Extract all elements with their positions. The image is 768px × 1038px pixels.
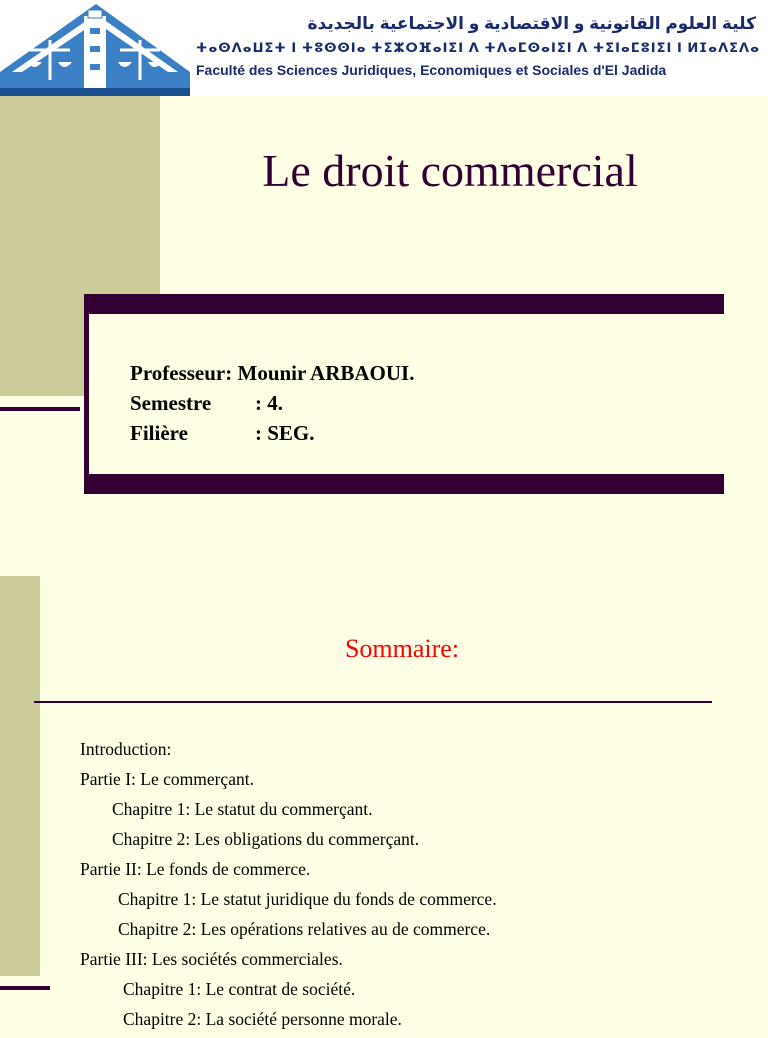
toc-item: Partie III: Les sociétés commerciales.	[80, 949, 343, 969]
toc-item: Partie I: Le commerçant.	[80, 769, 254, 789]
faculty-banner	[0, 0, 768, 96]
toc-item: Partie II: Le fonds de commerce.	[80, 859, 311, 879]
toc-item: Chapitre 2: Les opérations relatives au de commerce.	[118, 919, 491, 939]
semester-label: Semestre	[130, 391, 212, 415]
slide-title: Le droit commercial	[262, 145, 638, 196]
semester-value: : 4.	[255, 391, 283, 415]
semester-row	[130, 388, 414, 418]
filiere-row	[130, 418, 414, 448]
divider-bar	[84, 474, 724, 494]
title-slide	[0, 96, 768, 576]
course-info	[130, 358, 414, 448]
professor-label: Professeur:	[130, 361, 233, 385]
divider-line	[34, 701, 712, 703]
decorative-line	[0, 986, 50, 990]
table-of-contents	[80, 738, 497, 1038]
professor-value: Mounir ARBAOUI.	[237, 361, 415, 385]
toc-item: Chapitre 1: Le contrat de société.	[123, 979, 356, 999]
faculty-logo-icon	[0, 0, 190, 96]
banner-arabic-text: كلية العلوم القانونية و الاقتصادية و الاجتماعية بالجديدة	[307, 14, 756, 33]
summary-slide	[0, 576, 768, 1029]
toc-item: Chapitre 1: Le statut du commerçant.	[112, 799, 373, 819]
decorative-line	[0, 407, 80, 411]
toc-item: Chapitre 1: Le statut juridique du fonds de commerce.	[118, 889, 497, 909]
toc-item: Chapitre 2: Les obligations du commerçant.	[112, 829, 420, 849]
professor-row	[130, 358, 414, 388]
banner-tifinagh-text: ⵜⴰⵙⴷⴰⵡⵉⵜ ⵏ ⵜⵓⵙⵙⵏⴰ ⵜⵉⵣⵔⴼⴰⵏⵉⵏ ⴷ ⵜⴷⴰⵎⵙⴰⵏⵉⵏ ⴷ ⵜⵉⵏⴰⵎⵓⵏⵉⵏ ⵏ ⵍⵊⴰⴷⵉⴷⴰ	[196, 40, 761, 55]
divider-bar	[84, 294, 724, 314]
decorative-olive-block	[0, 96, 160, 294]
decorative-olive-block	[0, 294, 86, 396]
banner-french-text: Faculté des Sciences Juridiques, Economiques et Sociales d'El Jadida	[196, 62, 667, 78]
summary-heading: Sommaire:	[344, 634, 460, 663]
filiere-value: : SEG.	[255, 421, 315, 445]
toc-item: Introduction:	[80, 739, 172, 759]
toc-item: Chapitre 2: La société personne morale.	[123, 1009, 402, 1029]
filiere-label: Filière	[130, 421, 188, 445]
